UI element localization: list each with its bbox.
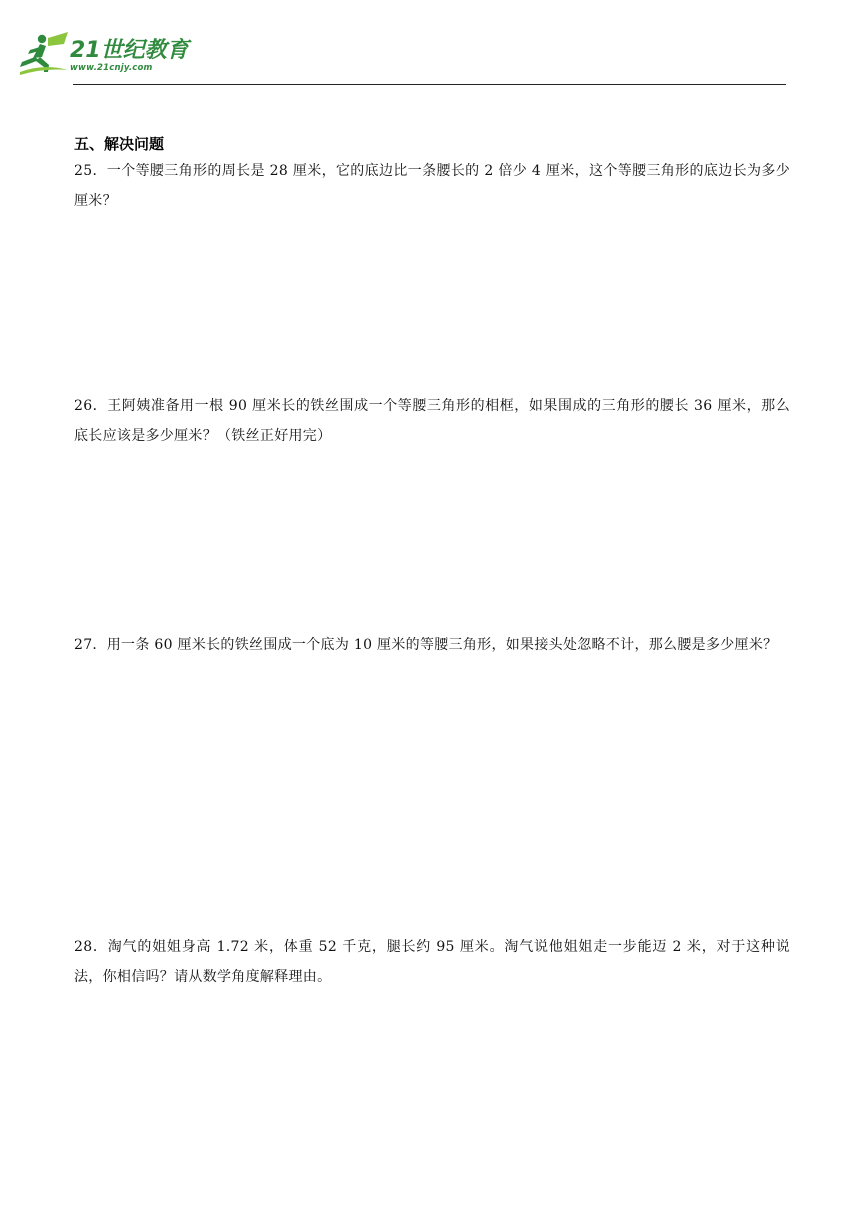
question-number: 26． [74,398,108,414]
question-number: 28． [74,939,108,955]
question-27 [74,630,790,660]
question-26 [74,391,790,451]
question-text: 淘气的姐姐身高 1.72 米，体重 52 千克，腿长约 95 厘米。淘气说他姐姐走一步能迈 2 米，对于这种说法，你相信吗？请从数学角度解释理由。 [74,939,790,985]
logo [18,30,198,80]
question-25 [74,156,790,216]
question-text: 用一条 60 厘米长的铁丝围成一个底为 10 厘米的等腰三角形，如果接头处忽略不计，那么腰是多少厘米？ [106,637,778,653]
header-divider [73,84,786,85]
question-number: 27． [74,637,107,653]
running-figure-icon [18,30,70,76]
logo-title: 21世纪教育 [70,38,189,63]
page-header [0,0,860,90]
question-28 [74,932,790,992]
question-text: 王阿姨准备用一根 90 厘米长的铁丝围成一个等腰三角形的相框，如果围成的三角形的腰长 36 厘米，那么底长应该是多少厘米？（铁丝正好用完） [74,398,791,444]
question-text: 一个等腰三角形的周长是 28 厘米，它的底边比一条腰长的 2 倍少 4 厘米，这个等腰三角形的底边长为多少厘米？ [74,163,790,209]
question-number: 25． [74,163,107,179]
logo-url: www.21cnjy.com [70,63,153,73]
section-title: 五、解决问题 [74,135,165,153]
